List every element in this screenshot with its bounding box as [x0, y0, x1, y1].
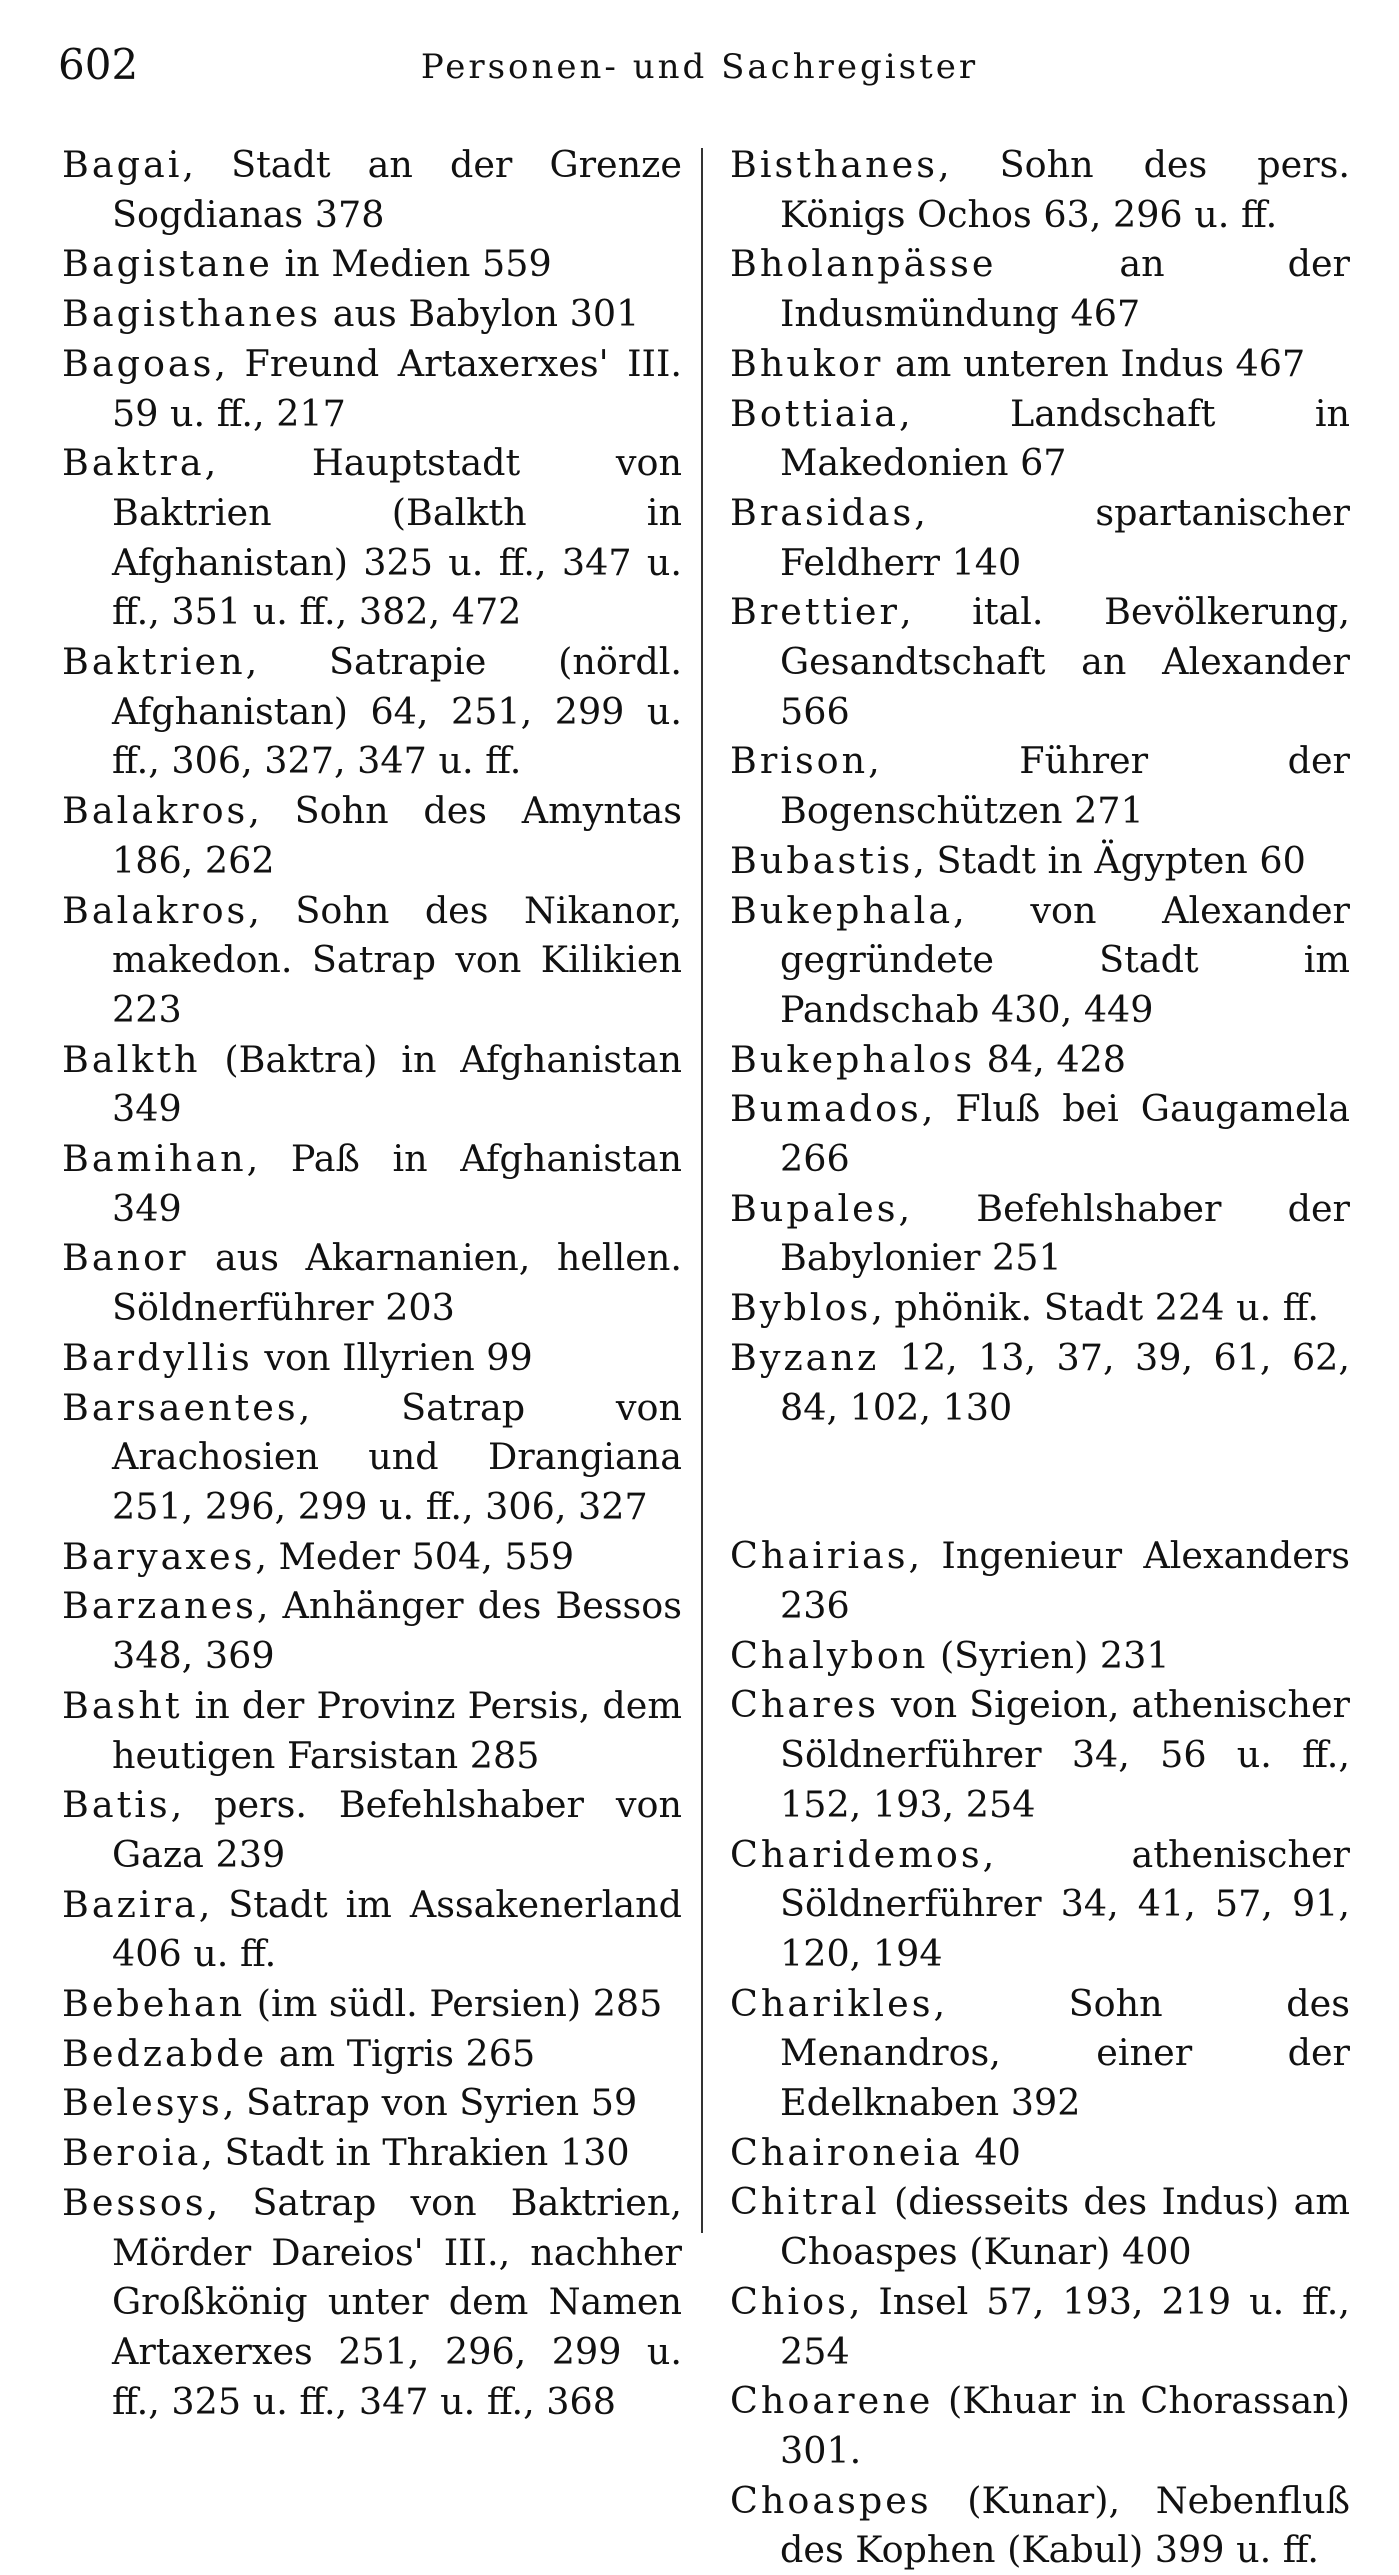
index-entry: [62, 2029, 682, 2079]
index-column-left: [62, 140, 682, 2426]
entry-headword: Baryaxes: [62, 1534, 256, 1578]
entry-headword: Bumados: [730, 1087, 922, 1131]
entry-text: 84, 428: [975, 1037, 1126, 1081]
index-entry: [62, 1233, 682, 1332]
entry-headword: Bholanpässe: [730, 242, 997, 286]
entry-headword: Bedzabde: [62, 2031, 268, 2075]
index-entry: [62, 1979, 682, 2029]
entry-headword: Chairias: [730, 1534, 909, 1578]
entry-text: , Sohn des pers. Königs Ochos 63, 296 u. ff.: [780, 143, 1350, 236]
entry-headword: Bottiaia: [730, 391, 900, 435]
entry-headword: Bamihan: [62, 1137, 247, 1181]
entry-text: 12, 13, 37, 39, 61, 62, 84, 102, 130: [780, 1335, 1350, 1429]
index-entry: [62, 1780, 682, 1879]
entry-headword: Balkth: [62, 1037, 201, 1081]
entry-text: , Paß in Afghanistan 349: [112, 1137, 682, 1230]
index-entry: [62, 339, 682, 438]
entry-headword: Bebehan: [62, 1982, 246, 2026]
entry-text: , Stadt in Thrakien 130: [201, 2131, 630, 2175]
index-entry: [730, 886, 1350, 1035]
entry-headword: Chios: [730, 2279, 849, 2323]
index-entry: [730, 2177, 1350, 2276]
entry-text: aus Akarnanien, hellen. Söldnerführer 203: [112, 1236, 682, 1330]
index-entry: [62, 140, 682, 239]
entry-text: , Meder 504, 559: [255, 1534, 575, 1578]
entry-headword: Brison: [730, 739, 869, 783]
page-number: 602: [58, 40, 139, 89]
entry-headword: Bhukor: [730, 341, 884, 385]
entry-headword: Chitral: [730, 2180, 880, 2224]
index-entry: [730, 140, 1350, 239]
entry-text: , Hauptstadt von Baktrien (Balkth in Afghanistan) 325 u. ff., 347 u. ff., 351 u. ff., 382, 472: [112, 441, 682, 634]
index-entry: [62, 1333, 682, 1383]
index-entry: [62, 239, 682, 289]
entry-text: 40: [962, 2130, 1021, 2174]
entry-headword: Balakros: [62, 888, 249, 932]
letter-section-gap: [730, 1432, 1350, 1531]
index-entry: [730, 389, 1350, 488]
index-entry: [730, 2128, 1350, 2178]
entry-headword: Basht: [62, 1683, 183, 1727]
entry-text: , Insel 57, 193, 219 u. ff., 254: [780, 2279, 1350, 2373]
entry-text: (Kunar), Nebenfluß des Kophen (Kabul) 399 u. ff.: [780, 2478, 1350, 2572]
index-entry: [62, 2178, 682, 2427]
entry-headword: Charikles: [730, 1981, 934, 2025]
index-entry: [730, 2277, 1350, 2376]
entry-text: , Ingenieur Alexanders 236: [780, 1534, 1350, 1627]
index-entry: [730, 1035, 1350, 1085]
index-entry: [730, 1979, 1350, 2128]
entry-headword: Bukephala: [730, 888, 954, 932]
entry-text: , Stadt an der Grenze Sogdianas 378: [112, 143, 682, 236]
entry-headword: Choarene: [730, 2379, 934, 2423]
index-entry: [730, 1830, 1350, 1979]
entry-text: (Khuar in Chorassan) 301.: [780, 2379, 1350, 2472]
entry-text: , Fluß bei Gaugamela 266: [780, 1087, 1350, 1181]
index-entry: [730, 2476, 1350, 2575]
entry-headword: Brasidas: [730, 490, 915, 534]
index-entry: [730, 1680, 1350, 1829]
index-entry: [62, 289, 682, 339]
index-entry: [730, 836, 1350, 886]
entry-text: , von Alexander gegründete Stadt im Pandschab 430, 449: [780, 888, 1350, 1031]
index-entry: [62, 786, 682, 885]
index-entry: [62, 1581, 682, 1680]
entry-headword: Bagoas: [62, 341, 215, 385]
entry-headword: Charidemos: [730, 1832, 983, 1876]
entry-headword: Bagisthanes: [62, 292, 322, 336]
index-entry: [730, 1084, 1350, 1183]
index-entry: [730, 1531, 1350, 1630]
index-entry: [730, 1333, 1350, 1432]
entry-text: in der Provinz Persis, dem heutigen Farsistan 285: [112, 1683, 682, 1777]
entry-headword: Barzanes: [62, 1584, 257, 1628]
entry-text: , Freund Artaxerxes' III. 59 u. ff., 217: [112, 341, 682, 435]
entry-headword: Baktrien: [62, 640, 246, 684]
entry-headword: Byblos: [730, 1286, 872, 1330]
index-entry: [62, 1880, 682, 1979]
index-entry: [62, 2078, 682, 2128]
entry-text: , Führer der Bogenschützen 271: [780, 739, 1350, 833]
index-entry: [62, 438, 682, 637]
entry-text: , Satrapie (nördl. Afghanistan) 64, 251, 299 u. ff., 306, 327, 347 u. ff.: [112, 640, 682, 783]
entry-text: am unteren Indus 467: [883, 341, 1306, 385]
entry-text: , Anhänger des Bessos 348, 369: [112, 1584, 682, 1678]
entry-text: , Satrap von Baktrien, Mörder Dareios' III., nachher Großkönig unter dem Namen Artaxerxes 251, 296, 299 u. ff., 325 u. ff., 347 u. ff., 368: [112, 2180, 682, 2423]
entry-text: am Tigris 265: [267, 2031, 536, 2075]
index-entry: [62, 1681, 682, 1780]
index-column-right: [730, 140, 1350, 2575]
index-entry: [730, 488, 1350, 587]
entry-headword: Banor: [62, 1236, 189, 1280]
index-entry: [62, 1532, 682, 1582]
entry-headword: Belesys: [62, 2081, 223, 2125]
entry-text: , Sohn des Amyntas 186, 262: [112, 789, 682, 882]
entry-text: (im südl. Persien) 285: [245, 1982, 663, 2026]
index-entry: [730, 239, 1350, 338]
index-entry: [730, 1184, 1350, 1283]
index-entry: [62, 2128, 682, 2178]
entry-text: (Baktra) in Afghanistan 349: [112, 1037, 682, 1131]
entry-headword: Bazira: [62, 1882, 199, 1926]
entry-headword: Brettier: [730, 590, 900, 634]
entry-text: in Medien 559: [272, 242, 552, 286]
index-entry: [62, 886, 682, 1035]
entry-headword: Balakros: [62, 789, 249, 833]
entry-headword: Barsaentes: [62, 1385, 299, 1429]
index-entry: [62, 1134, 682, 1233]
entry-headword: Chaironeia: [730, 2130, 963, 2174]
entry-text: von Illyrien 99: [252, 1335, 533, 1379]
entry-text: , Sohn des Nikanor, makedon. Satrap von Kilikien 223: [112, 888, 682, 1031]
entry-headword: Beroia: [62, 2131, 202, 2175]
index-entry: [62, 1383, 682, 1532]
index-entry: [730, 1631, 1350, 1681]
entry-text: , Befehlshaber der Babylonier 251: [780, 1186, 1350, 1280]
entry-text: von Sigeion, athenischer Söldnerführer 34, 56 u. ff., 152, 193, 254: [780, 1683, 1350, 1826]
index-entry: [62, 637, 682, 786]
entry-headword: Bardyllis: [62, 1335, 253, 1379]
column-divider: [701, 148, 703, 2233]
running-head: Personen- und Sachregister: [420, 47, 979, 87]
entry-text: , pers. Befehlshaber von Gaza 239: [112, 1783, 682, 1876]
entry-text: an der Indusmündung 467: [780, 242, 1350, 336]
entry-text: , Sohn des Menandros, einer der Edelknaben 392: [780, 1981, 1350, 2125]
entry-text: (diesseits des Indus) am Choaspes (Kunar) 400: [780, 2180, 1350, 2274]
entry-text: , Landschaft in Makedonien 67: [780, 391, 1350, 485]
entry-text: , Satrap von Syrien 59: [222, 2081, 638, 2125]
entry-text: , Stadt in Ägypten 60: [913, 838, 1306, 882]
entry-text: , Satrap von Arachosien und Drangiana 251, 296, 299 u. ff., 306, 327: [112, 1385, 682, 1528]
entry-headword: Bagai: [62, 143, 183, 186]
entry-headword: Chares: [730, 1683, 879, 1727]
entry-headword: Choaspes: [730, 2478, 932, 2522]
index-entry: [730, 2376, 1350, 2475]
index-entry: [730, 339, 1350, 389]
index-entry: [730, 736, 1350, 835]
entry-headword: Bupales: [730, 1186, 899, 1230]
entry-text: , Stadt im Assakenerland 406 u. ff.: [112, 1882, 682, 1976]
entry-headword: Bukephalos: [730, 1037, 976, 1081]
entry-headword: Batis: [62, 1783, 171, 1827]
entry-text: , spartanischer Feldherr 140: [780, 490, 1350, 584]
entry-text: , phönik. Stadt 224 u. ff.: [871, 1286, 1320, 1330]
entry-text: , ital. Bevölkerung, Gesandtschaft an Alexander 566: [780, 590, 1350, 733]
entry-headword: Bisthanes: [730, 143, 939, 186]
entry-headword: Bessos: [62, 2180, 207, 2224]
entry-headword: Bubastis: [730, 838, 914, 882]
entry-text: (Syrien) 231: [928, 1633, 1170, 1677]
entry-headword: Chalybon: [730, 1633, 929, 1677]
entry-headword: Byzanz: [730, 1335, 880, 1379]
index-entry: [730, 587, 1350, 736]
index-entry: [730, 1283, 1350, 1333]
entry-text: aus Babylon 301: [321, 292, 640, 336]
entry-text: , athenischer Söldnerführer 34, 41, 57, 91, 120, 194: [780, 1832, 1350, 1975]
entry-headword: Bagistane: [62, 242, 273, 286]
entry-headword: Baktra: [62, 441, 205, 485]
index-entry: [62, 1035, 682, 1134]
